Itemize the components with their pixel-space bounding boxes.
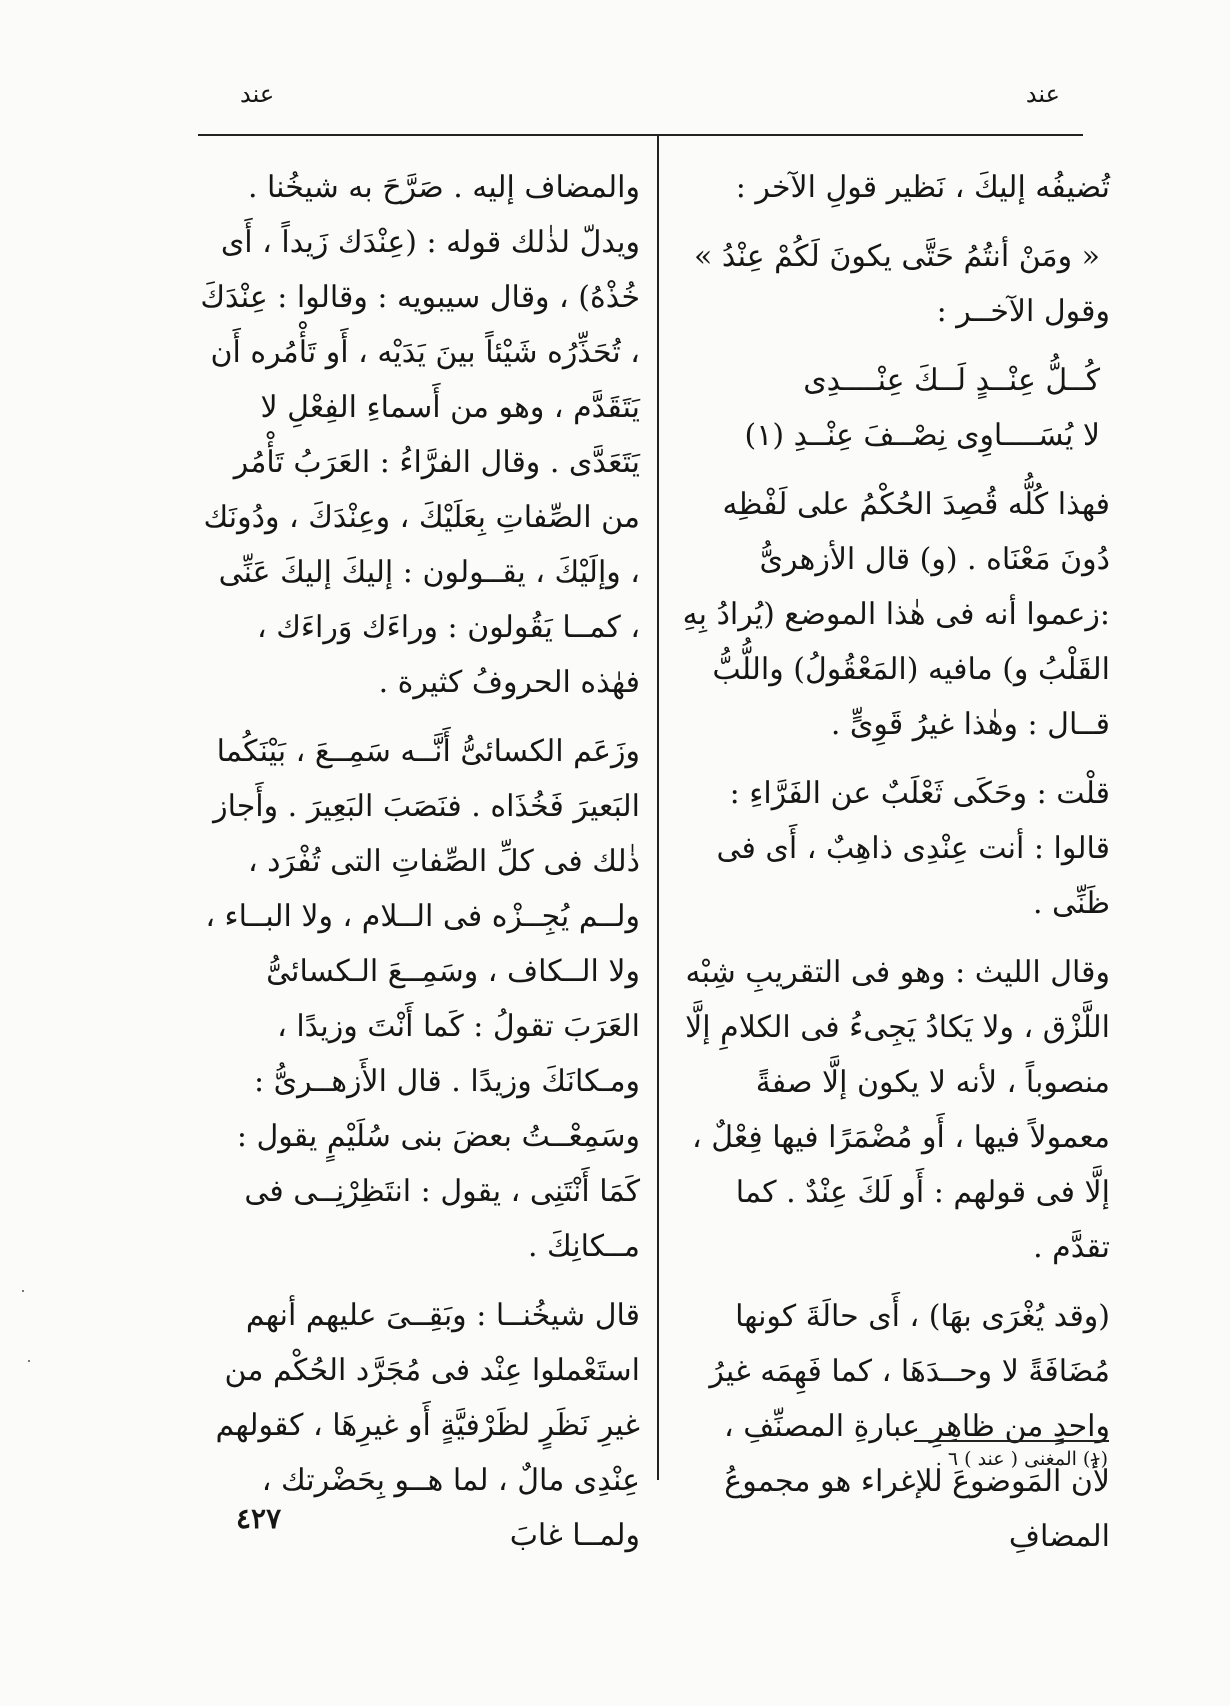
paragraph: قلْت : وحَكَى ثَعْلَبٌ عن الفَرَّاءِ : قالوا : أنت عِنْدِى ذاهِبٌ ، أَى فى ظَنِّى . — [716, 776, 1110, 921]
page-number: ٤٢٧ — [236, 1502, 282, 1535]
footnote: (١) المغنى ( عند ) ٦ . — [935, 1448, 1108, 1470]
running-header-left: عند — [240, 80, 275, 108]
paragraph: قال شيخُنــا : وبَقِــىَ عليهم أنهم استَعْملوا عِنْد فى مُجَرَّد الحُكْم من غيرِ نَظَرٍ لظَرْفيَّةٍ أَو غيرِهَا ، كقولهم عِنْدِى مالٌ ، لما هــو بِحَضْرتك ، ولمــا غابَ — [215, 1298, 640, 1553]
header-rule — [198, 134, 1083, 136]
paragraph: وقول الآخــر : — [936, 294, 1110, 329]
verse-line: لا يُسَــــاوِى نِصْــفَ عِنْــدِ (١) — [744, 418, 1100, 453]
left-column — [200, 160, 640, 1577]
scan-speck — [28, 1360, 30, 1362]
column-divider — [657, 136, 659, 1480]
right-column — [680, 160, 1110, 1578]
verse-line: كُــلُّ عِنْــدٍ لَــكَ عِنْــــدِى — [803, 363, 1100, 398]
paragraph: تُضيفُه إليكَ ، نَظير قولِ الآخر : — [735, 170, 1110, 205]
paragraph: وقال الليث : وهو فى التقريبِ شِبْه اللَّزْق ، ولا يَكادُ يَجِىءُ فى الكلامِ إلَّا منصوباً ، لأنه لا يكون إلَّا صفةً معمولاً فيها ، أَو مُضْمَرًا فيها فِعْلٌ ، إلَّا فى قولهم : أَو لَكَ عِنْدٌ . كما تقدَّم . — [685, 955, 1110, 1265]
scan-speck — [22, 1290, 24, 1292]
paragraph: والمضاف إليه . صَرَّحَ به شيخُنا . ويدلّ لذٰلك قوله : (عِنْدَك زَيداً ، أَى خُذْهُ) ، وقال سيبويه : وقالوا : عِنْدَكَ ، تُحَذِّرُه شَيْئاً بينَ يَدَيْه ، أَو تَأْمُره أَن يَتَقَدَّم ، وهو من أَسماءِ الفِعْلِ لا يَتَعَدَّى . وقال الفرَّاءُ : العَرَبُ تَأْمُر من الصِّفاتِ بِعَلَيْكَ ، وعِنْدَكَ ، ودُونَك ، وإلَيْكَ ، يقــولون : إليكَ إليكَ عَنِّى ، كمــا يَقُولون : وراءَك وَراءَك ، فهٰذه الحروفُ كثيرة . — [200, 170, 640, 700]
paragraph: وزَعَم الكسائىُّ أَنَّــه سَمِــعَ ، بَيْنَكُما البَعيرَ فَخُذَاه . فنَصَبَ البَعِيرَ . وأَجاز ذٰلك فى كلِّ الصِّفاتِ التى تُفْرَد ، ولــم يُجِــزْه فى الــلام ، ولا البــاء ، ولا الــكاف ، وسَمِــعَ الـكسائىُّ العَرَبَ تقولُ : كَما أَنْتَ وزيدًا ، ومـكانَكَ وزيدًا . قال الأَزهــرىُّ : وسَمِعْــتُ بعضَ بنى سُلَيْمٍ يقول : كَمَا أَنْتَنِى ، يقول : انتَظِرْنِــى فى مــكانِكَ . — [205, 734, 640, 1264]
verse-line: « ومَنْ أنتُمُ حَتَّى يكونَ لَكُمْ عِنْدُ » — [694, 239, 1100, 274]
running-header-right: عند — [1025, 80, 1060, 108]
paragraph: (وقد يُغْرَى بهَا) ، أَى حالَةَ كونها مُضَافَةً لا وحــدَهَا ، كما فَهِمَه غيرُ واحدٍ من ظاهِرِ عبارةِ المصنِّفِ ، لأَن المَوضوعَ للإغراء هو مجموعُ المضافِ — [709, 1299, 1110, 1554]
paragraph: فهذا كُلُّه قُصِدَ الحُكْمُ على لَفْظِه دُونَ مَعْنَاه . (و) قال الأزهرىُّ :زعموا أنه فى هٰذا الموضع (يُرادُ بِهِ القَلْبُ و) مافيه (المَعْقُولُ) واللُّبُّ قــال : وهٰذا غيرُ قَوِىٍّ . — [682, 487, 1110, 742]
footnote-rule — [914, 1440, 1109, 1442]
